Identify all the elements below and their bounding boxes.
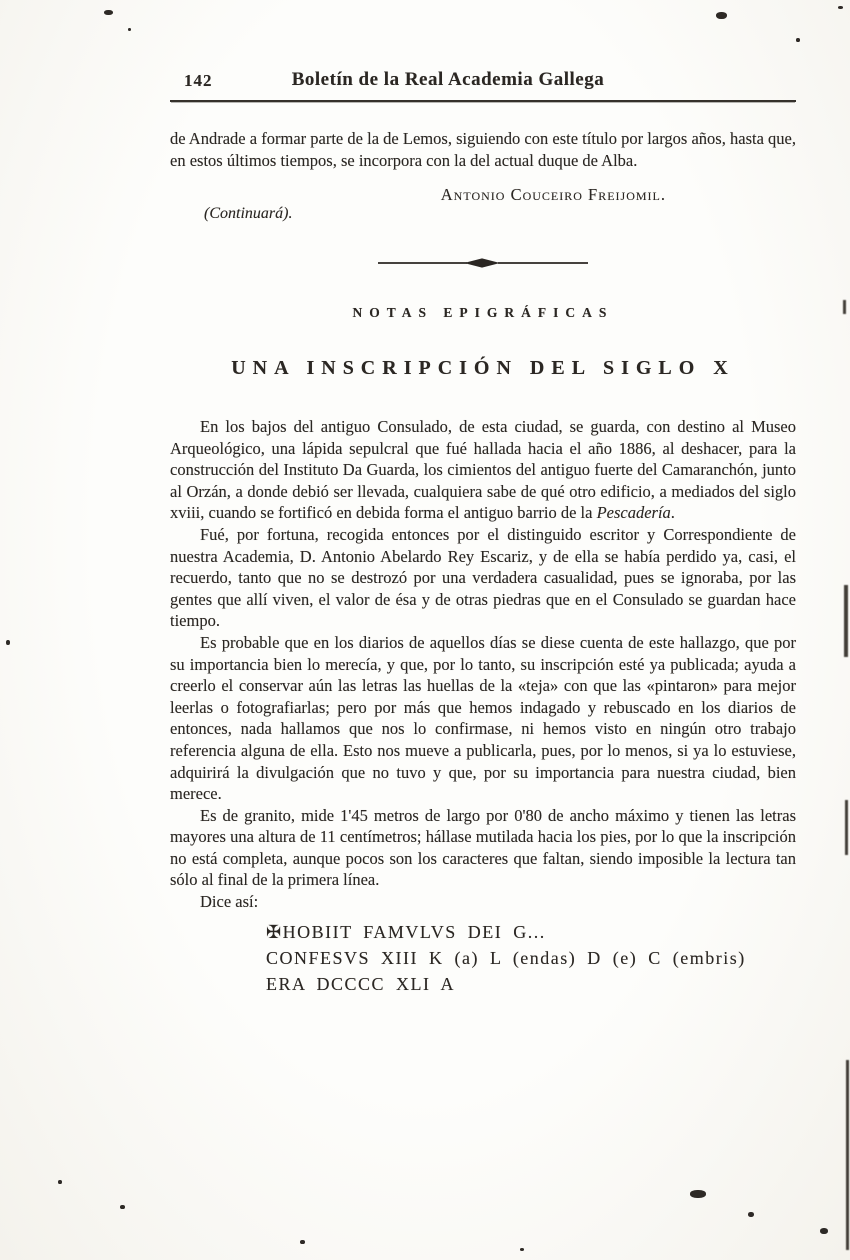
page-header <box>170 68 796 102</box>
scan-artifact <box>796 38 800 42</box>
inscription-block <box>266 919 796 997</box>
article-body <box>170 416 796 913</box>
section-kicker: NOTAS EPIGRÁFICAS <box>352 305 614 320</box>
scan-artifact <box>748 1212 754 1217</box>
scan-artifact <box>845 800 848 855</box>
scan-artifact <box>104 10 113 15</box>
scan-artifact <box>843 300 846 314</box>
paragraph-2: Fué, por fortuna, recogida entonces por el distinguido escritor y Correspondiente de nuestra Academia, D. Antonio Abelardo Rey Escariz, y de ella se había perdido ya, casi, el recuerdo, tanto que no se destrozó por una verdadera casualidad, pues se ignoraba, por las gentes que allí viven, el valor de ésa y de otras piedras que en el Consulado se guardan hace tiempo. <box>170 524 796 631</box>
continuation-paragraph: de Andrade a formar parte de la de Lemos, siguiendo con este título por largos años, hasta que, en estos últimos tiempos, se incorpora con la del actual duque de Alba. <box>170 129 796 170</box>
scan-artifact <box>844 585 848 657</box>
scan-artifact <box>690 1190 706 1198</box>
inscription-line-2: CONFESVS XIII K (a) L (endas) D (e) C (embris) <box>266 947 746 968</box>
scan-artifact <box>6 640 10 645</box>
inscription-line-1: ✠HOBIIT FAMVLVS DEI G... <box>266 921 546 942</box>
text-column <box>170 68 796 997</box>
scan-artifact <box>846 1060 849 1250</box>
scan-artifact <box>520 1248 524 1251</box>
journal-title: Boletín de la Real Academia Gallega <box>291 69 605 90</box>
scan-artifact <box>838 6 843 9</box>
section-divider-ornament-icon <box>378 257 588 269</box>
paragraph-4: Es de granito, mide 1'45 metros de largo por 0'80 de ancho máximo y tienen las letras mayores una altura de 11 centímetros; hállase mutilada hacia los pies, por lo que la inscripción no está completa, aunque pocos son los caracteres que faltan, siendo imposible la lectura tan sólo al final de la primera línea. <box>170 805 796 890</box>
scan-artifact <box>58 1180 62 1184</box>
paragraph-1-text: En los bajos del antiguo Consulado, de esta ciudad, se guarda, con destino al Museo Arqueológico, una lápida sepulcral que fué hallada hacia el año 1886, al deshacer, para la construcción del Instituto Da Guarda, los cimientos del antiguo fuerte del Camaranchón, junto al Orzán, a donde debió ser llevada, cualquiera sabe de qué otro edificio, a mediados del siglo xviii, cuando se fortificó en debida forma el antiguo barrio de la <box>170 417 796 523</box>
scan-artifact <box>820 1228 828 1234</box>
author-signature: Antonio Couceiro Freijomil. <box>440 185 666 204</box>
page-number: 142 <box>184 71 213 90</box>
paragraph-5: Dice así: <box>200 892 259 912</box>
scan-artifact <box>300 1240 305 1244</box>
paragraph-1 <box>170 416 796 524</box>
scan-artifact <box>120 1205 125 1209</box>
scan-artifact <box>128 28 131 31</box>
continuara-note: (Continuará). <box>204 205 293 222</box>
article-title: UNA INSCRIPCIÓN DEL SIGLO X <box>231 357 735 379</box>
scan-artifact <box>716 12 727 19</box>
paragraph-3: Es probable que en los diarios de aquellos días se diese cuenta de este hallazgo, que por su importancia bien lo merecía, y que, por lo tanto, su inscripción esté ya publicada; ayuda a creerlo el conservar aún las letras las huellas de la «teja» con que las «pintaron» para mejor leerlas o fotografiarlas; pero por más que hemos indagado y rebuscado en los diarios de entonces, nada hallamos que nos lo confirmase, ni hemos visto en ningún otro trabajo referencia alguna de ella. Esto nos mueve a publicarla, pues, por lo menos, si ya lo estuviese, adquirirá la divulgación que no tuvo y que, por su importancia para nuestra ciudad, bien merece. <box>170 632 796 804</box>
paragraph-1-italic-word: Pescadería <box>596 503 671 523</box>
paragraph-1-period: . <box>670 503 675 523</box>
inscription-line-3: ERA DCCCC XLI A <box>266 973 456 994</box>
